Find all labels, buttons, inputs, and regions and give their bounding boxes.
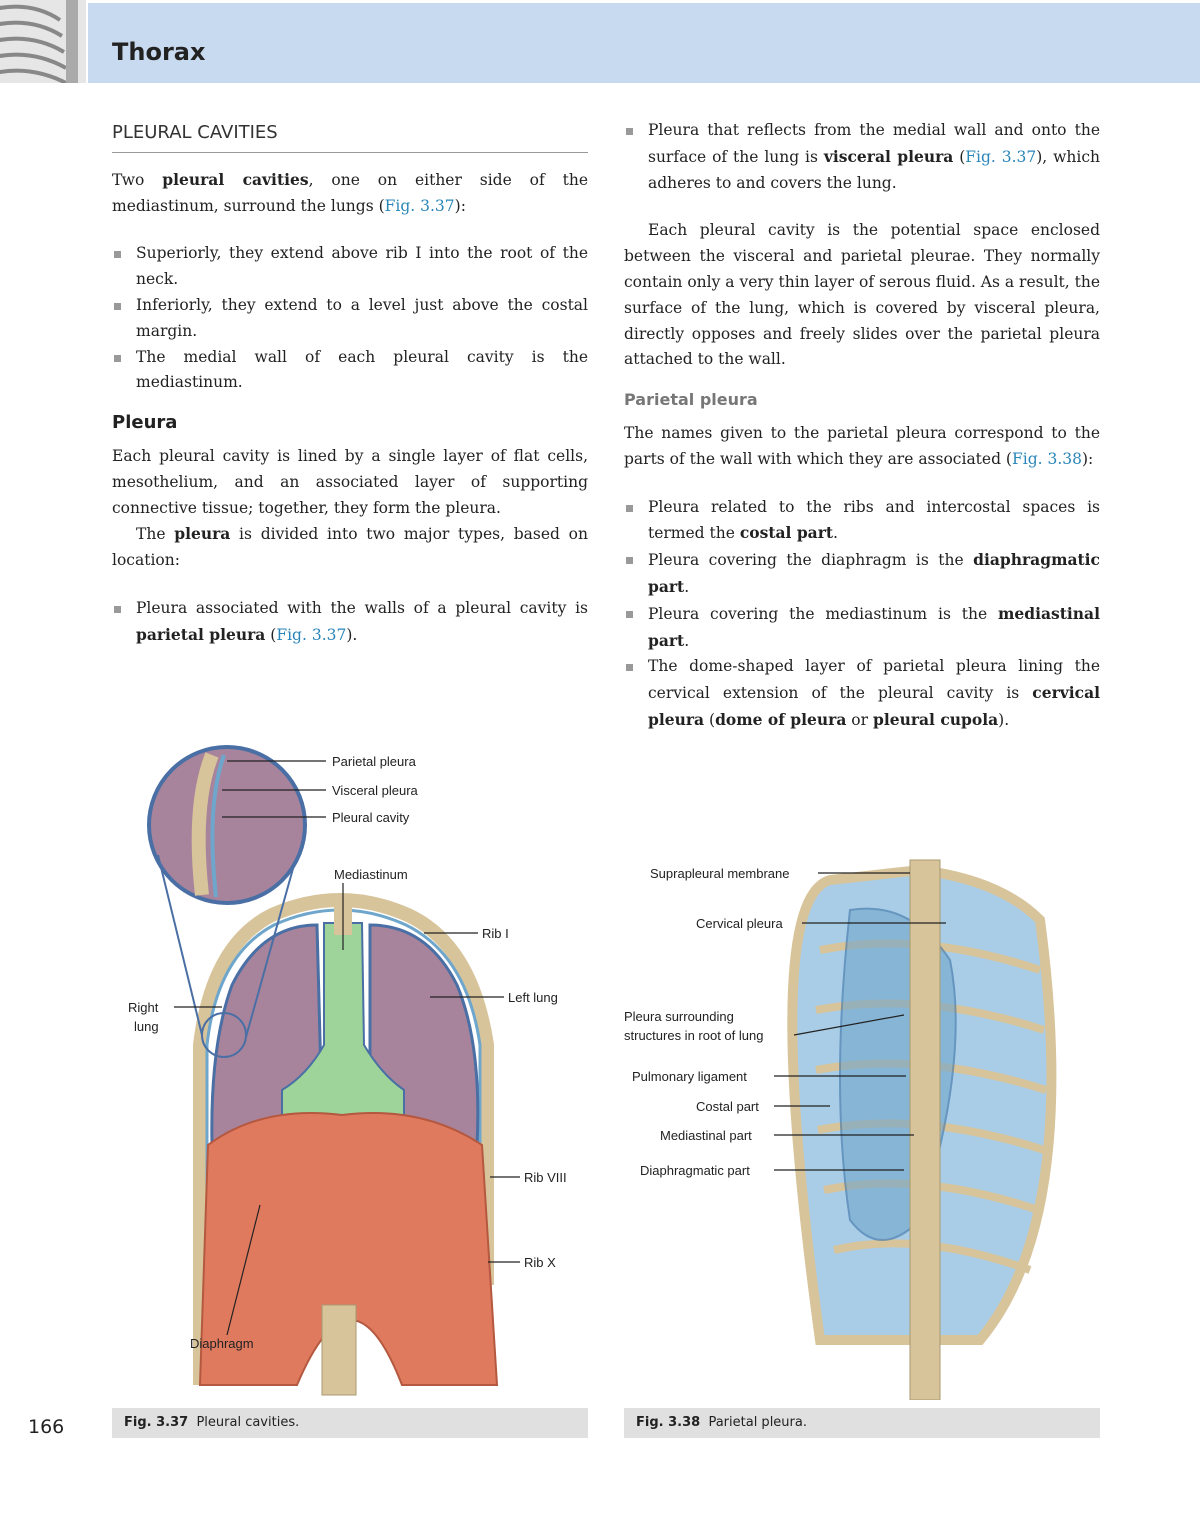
figure-3-37-pleural-cavities <box>112 745 592 1400</box>
label-rib-x: Rib X <box>524 1255 556 1270</box>
pleura-types-paragraph: The pleura is divided into two major types, based on location: <box>112 524 588 570</box>
figure-3-37-caption: Fig. 3.37 Pleural cavities. <box>112 1408 588 1438</box>
page-title: Thorax <box>112 38 206 66</box>
pleural-cavity-paragraph: Each pleural cavity is the potential space enclosed between the visceral and parietal pleurae. They normally contain only a very thin layer of serous fluid. As a result, the surface of the lung, which is covered by visceral pleura, directly opposes and freely slides over the parietal pleura attached to the wall. <box>624 221 1100 369</box>
visceral-bullet-list <box>624 118 1100 196</box>
section-heading: PLEURAL CAVITIES <box>112 120 588 153</box>
label-mediastinum: Mediastinum <box>334 867 408 882</box>
parietal-names-paragraph: The names given to the parietal pleura correspond to the parts of the wall with which they are associated (Fig. 3.38): <box>624 423 1100 468</box>
page-number: 166 <box>28 1416 65 1438</box>
parietal-parts-list <box>624 495 1100 734</box>
label-right-lung: Right <box>128 1000 159 1015</box>
subheading-parietal-pleura: Parietal pleura <box>624 390 758 410</box>
label-pulmonary-ligament: Pulmonary ligament <box>632 1069 747 1084</box>
figure-3-38-caption: Fig. 3.38 Parietal pleura. <box>624 1408 1100 1438</box>
subheading-pleura: Pleura <box>112 412 178 434</box>
label-diaphragmatic-part: Diaphragmatic part <box>640 1163 750 1178</box>
spine-shape <box>910 860 940 1400</box>
figure-reference-link[interactable]: Fig. 3.37 <box>276 625 347 644</box>
figure-reference-link[interactable]: Fig. 3.37 <box>384 196 455 215</box>
label-rib-viii: Rib VIII <box>524 1170 567 1185</box>
list-item: Pleura related to the ribs and intercostal spaces is termed the costal part. <box>624 495 1100 548</box>
label-root-structures: Pleura surrounding <box>624 1009 734 1024</box>
pleura-type-list <box>112 596 588 649</box>
list-item: The medial wall of each pleural cavity is the mediastinum. <box>112 345 588 397</box>
label-cervical-pleura: Cervical pleura <box>696 916 783 931</box>
list-item: The dome-shaped layer of parietal pleura lining the cervical extension of the pleural cavity is cervical pleura (dome of pleura or pleural cupola). <box>624 654 1100 733</box>
list-item: Pleura associated with the walls of a pleural cavity is parietal pleura (Fig. 3.37). <box>112 596 588 649</box>
label-costal-part: Costal part <box>696 1099 759 1114</box>
label-visceral-pleura: Visceral pleura <box>332 783 418 798</box>
magnifier-detail <box>149 747 305 903</box>
label-rib-i: Rib I <box>482 926 509 941</box>
spine-shape <box>322 1305 356 1395</box>
figure-reference-link[interactable]: Fig. 3.37 <box>965 147 1037 166</box>
figure-3-38-parietal-pleura <box>620 840 1100 1400</box>
label-suprapleural-membrane: Suprapleural membrane <box>650 866 790 881</box>
thorax-thumbnail-image <box>0 0 86 83</box>
list-item: Pleura covering the mediastinum is the mediastinal part. <box>624 601 1100 655</box>
intro-paragraph: Two pleural cavities, one on either side of the mediastinum, surround the lungs (Fig. 3.37): <box>112 169 588 215</box>
list-item: Pleura covering the diaphragm is the diaphragmatic part. <box>624 547 1100 601</box>
label-root-structures-2: structures in root of lung <box>624 1028 764 1043</box>
label-diaphragm: Diaphragm <box>190 1336 254 1351</box>
list-item: Superiorly, they extend above rib I into the root of the neck. <box>112 241 588 293</box>
list-item: Pleura that reflects from the medial wall and onto the surface of the lung is visceral pleura (Fig. 3.37), which adheres to and covers the lung. <box>624 118 1100 196</box>
list-item: Inferiorly, they extend to a level just above the costal margin. <box>112 293 588 345</box>
label-parietal-pleura: Parietal pleura <box>332 754 416 769</box>
figure-reference-link[interactable]: Fig. 3.38 <box>1011 449 1082 468</box>
label-pleural-cavity: Pleural cavity <box>332 810 410 825</box>
label-mediastinal-part: Mediastinal part <box>660 1128 752 1143</box>
left-column <box>112 120 588 649</box>
pleura-paragraph: Each pleural cavity is lined by a single layer of flat cells, mesothelium, and an associated layer of supporting connective tissue; together, they form the pleura. <box>112 446 588 517</box>
extent-bullet-list <box>112 241 588 396</box>
label-right-lung-2: lung <box>134 1019 159 1034</box>
label-left-lung: Left lung <box>508 990 558 1005</box>
right-column <box>624 118 1100 734</box>
page-header <box>88 3 1200 83</box>
